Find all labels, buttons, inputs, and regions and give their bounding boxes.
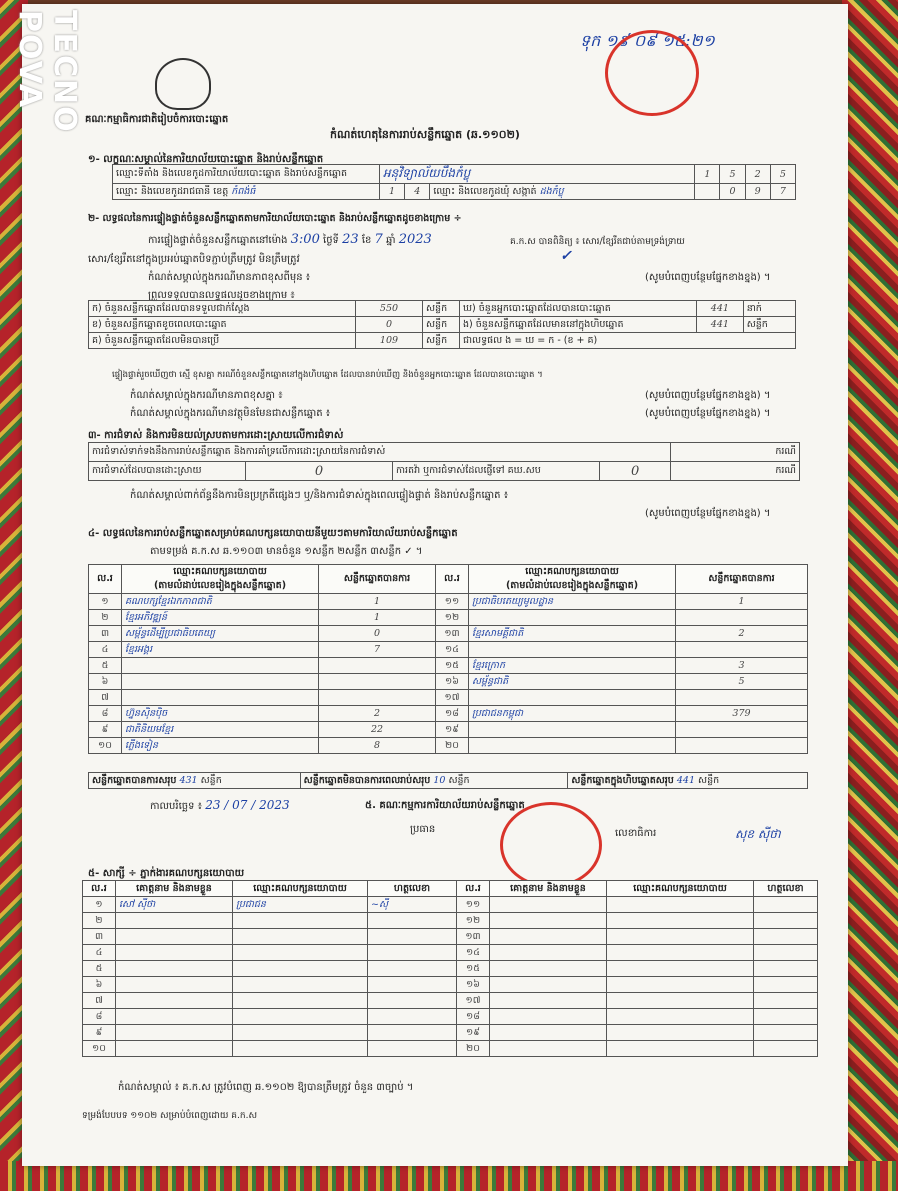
witness-name (116, 945, 233, 961)
witness-sign (754, 1025, 818, 1041)
row-b-unit: សន្លឹក (423, 317, 460, 333)
witness-sign (368, 929, 457, 945)
case-label-2: ករណី (671, 462, 800, 481)
note-label: កំណត់សម្គាល់ក្នុងករណីមានភាពខុសពីមុន ៖ (148, 272, 311, 283)
party-name: សម្ព័ន្ធដើម្បីប្រជាធិបតេយ្យ (122, 626, 319, 642)
col-no-2: ល.រ (436, 565, 469, 594)
table-row (89, 642, 808, 658)
witness-sign (754, 913, 818, 929)
section2-heading: ២- លទ្ធផលនៃការផ្ទៀងផ្ទាត់ចំនួនសន្លឹកឆ្នោតតាមការិយាល័យបោះឆ្នោត និងរាប់សន្លឹកឆ្នោតដូចខាងក្រោម ÷ (88, 213, 462, 224)
witness-no: ៩ (83, 1025, 116, 1041)
witness-name (490, 1025, 607, 1041)
party-votes: 0 (319, 626, 436, 642)
province-value: កំពង់ធំ (231, 185, 256, 197)
witness-no: ៣ (83, 929, 116, 945)
top-handwriting: ទុក ១៩ ០៩ ១៥:២១ (580, 31, 715, 50)
witness-sign (754, 1009, 818, 1025)
table-row (83, 897, 818, 913)
witness-no: ២០ (457, 1041, 490, 1057)
total-invalid-cell (300, 773, 568, 789)
total-box-unit: សន្លឹក (698, 774, 720, 786)
party-votes: 1 (676, 594, 808, 610)
forward-value: 0 (600, 462, 671, 481)
chair-label: ប្រធាន (410, 824, 436, 835)
commune-code: 7 (770, 184, 795, 200)
section4-heading: ៤- លទ្ធផលនៃការរាប់សន្លឹកឆ្នោតសម្រាប់គណបក្សនយោបាយនីមួយៗតាមការិយាល័យរាប់សន្លឹកឆ្នោត (88, 528, 458, 539)
section4-sub: តាមទម្រង់ គ.ក.ស ឆ.១១០៣ មានចំនួន ១សន្លឹក ២សន្លឹក ៣សន្លឹក ✓ ។ (150, 546, 423, 557)
date-line (150, 798, 290, 814)
table-row (89, 594, 808, 610)
top-stamp (605, 30, 699, 116)
party-name (469, 610, 676, 626)
party-name (469, 722, 676, 738)
resolved-value: 0 (246, 462, 393, 481)
witness-name (490, 977, 607, 993)
footer-note: កំណត់សម្គាល់ ៖ គ.ក.ស ត្រូវបំពេញ ឆ.១១០២ ឱ្យបានត្រឹមត្រូវ ចំនួន ៣ច្បាប់ ។ (118, 1082, 414, 1093)
witness-no: ១៧ (457, 993, 490, 1009)
col-party-label-2: ឈ្មោះគណបក្សនយោបាយ (525, 566, 619, 577)
witness-name: សៅ ស៊ីថា (116, 897, 233, 913)
party-name: ភ្លើងទៀន (122, 738, 319, 754)
witness-name (116, 961, 233, 977)
total-valid-unit: សន្លឹក (200, 774, 222, 786)
party-no: ១ (89, 594, 122, 610)
party-votes (676, 642, 808, 658)
resolved-label: ការជំទាស់ដែលបានដោះស្រាយ (89, 462, 246, 481)
table-row (89, 722, 808, 738)
witness-party (607, 961, 754, 977)
party-name: ខ្មែរក្រោក (469, 658, 676, 674)
fill-hint-2: (សូមបំពេញបន្ថែមផ្នែកខាងខ្នង) ។ (645, 390, 771, 401)
witness-name (490, 897, 607, 913)
party-name: ជាតិនិយមខ្មែរ (122, 722, 319, 738)
witness-sign (754, 961, 818, 977)
province-code: 4 (405, 184, 430, 200)
party-votes: 1 (319, 594, 436, 610)
witness-no: ៦ (83, 977, 116, 993)
witness-party (607, 993, 754, 1009)
time-value: 3:00 (290, 232, 320, 247)
party-name (122, 674, 319, 690)
witness-sign (754, 945, 818, 961)
witness-sign (368, 961, 457, 977)
party-name (469, 738, 676, 754)
section5-heading: ៥- សាក្សី ÷ ភ្នាក់ងារគណបក្សនយោបាយ (88, 868, 245, 879)
witness-party (607, 1025, 754, 1041)
table-row (83, 993, 818, 1009)
witness-party (233, 1009, 368, 1025)
witness-no: ១០ (83, 1041, 116, 1057)
witness-party (233, 993, 368, 1009)
committee-name: គណៈកម្មាធិការជាតិរៀបចំការបោះឆ្នោត (85, 114, 229, 125)
witness-party (607, 945, 754, 961)
party-no: ៤ (89, 642, 122, 658)
year-label: ឆ្នាំ (386, 235, 396, 246)
total-box-label: សន្លឹកឆ្នោតក្នុងហិបឆ្នោតសរុប (571, 774, 674, 786)
code-digit: 5 (720, 165, 745, 184)
form-note: ទម្រង់បែបបទ ១១០២ សម្រាប់បំពេញដោយ គ.ក.ស (82, 1111, 258, 1121)
witness-name (116, 929, 233, 945)
compare-text: ផ្ទៀងផ្ទាត់រួចឃើញថា ស្មើ ខុសគ្នា ករណីចំនួនសន្លឹកឆ្នោតនៅក្នុងហិបឆ្នោត ដែលបានរាប់ឃើញ និងចំនួនអ្នកបោះឆ្នោត ដែលបានបោះឆ្នោត ។ (112, 370, 543, 380)
witness-party: ប្រជាជន (233, 897, 368, 913)
date-value: 23 / 07 / 2023 (205, 798, 290, 812)
fill-hint-3: (សូមបំពេញបន្ថែមផ្នែកខាងខ្នង) ។ (645, 408, 771, 419)
party-votes: 7 (319, 642, 436, 658)
witness-name (490, 961, 607, 977)
case-label: ករណី (671, 443, 800, 462)
mark-correct: ✓ (560, 248, 572, 264)
party-votes (319, 690, 436, 706)
party-no: ១៣ (436, 626, 469, 642)
location-value: អនុវិទ្យាល័យបឹងកំប្លុ (380, 165, 695, 184)
province-label-cell (113, 184, 380, 200)
table-row (89, 610, 808, 626)
note3: កំណត់សម្គាល់ក្នុងករណីមានវត្ថុមិនមែនជាសន្លឹកឆ្នោត ៖ (130, 408, 331, 419)
code-digit: 2 (745, 165, 770, 184)
year-value: 2023 (398, 232, 432, 247)
party-votes (319, 658, 436, 674)
verify-text: ការផ្ទៀងផ្ទាត់ចំនួនសន្លឹកឆ្នោតនៅម៉ោង (148, 235, 288, 246)
count-table (88, 300, 796, 349)
witness-party (233, 1025, 368, 1041)
w-col-party-2: ឈ្មោះគណបក្សនយោបាយ (607, 881, 754, 897)
party-name: ហ្វ៊ុនស៊ិនប៉ិច (122, 706, 319, 722)
witness-party (233, 977, 368, 993)
intro-rows: ព្រួលទទួលបានលទ្ធផលដូចខាងក្រោម ៖ (148, 290, 295, 301)
row-a-value: 550 (356, 301, 423, 317)
table-row (83, 1009, 818, 1025)
location-label: ឈ្មោះទីតាំង និងលេខកូដការិយាល័យបោះឆ្នោត និងរាប់សន្លឹកឆ្នោត (113, 165, 380, 184)
era-text: គ.ក.ស បានពិនិត្យ ៖ សោរ/ខ្សែរឹតជាប់តាមទ្រង់ទ្រាយ (510, 237, 685, 247)
province-label: ឈ្មោះ និងលេខកូដរាជធានី ខេត្ត (116, 185, 229, 197)
page-title: កំណត់ហេតុនៃការរាប់សន្លឹកឆ្នោត (ឆ.១១០២) (330, 128, 520, 141)
row-c-label: គ) ចំនួនសន្លឹកឆ្នោតដែលមិនបានប្រើ (89, 333, 356, 349)
party-no: ១៨ (436, 706, 469, 722)
col-party-sub: (តាមលំដាប់លេខរៀងក្នុងសន្លឹកឆ្នោត) (153, 580, 287, 591)
national-emblem-icon (155, 58, 211, 110)
row-d-value: 441 (697, 301, 744, 317)
section3-note: កំណត់សម្គាល់ពាក់ព័ន្ធនឹងការមិនប្រក្រតីផ្សេងៗ ឬ/និងការជំទាស់ក្នុងពេលផ្ទៀងផ្ទាត់ និងរាប់សន្លឹកឆ្នោត ៖ (130, 490, 509, 501)
party-name: ប្រជាជនកម្ពុជា (469, 706, 676, 722)
witness-party (233, 1041, 368, 1057)
party-votes: 22 (319, 722, 436, 738)
witness-no: ១៤ (457, 945, 490, 961)
table-row (83, 929, 818, 945)
party-no: ២ (89, 610, 122, 626)
party-votes (676, 722, 808, 738)
party-no: ១៤ (436, 642, 469, 658)
party-votes: 2 (676, 626, 808, 642)
total-valid-value: 431 (179, 774, 198, 786)
witness-sign (754, 977, 818, 993)
note2: កំណត់សម្គាល់ក្នុងករណីមានភាពខុសគ្នា ៖ (130, 390, 283, 401)
row-d-unit: នាក់ (743, 301, 795, 317)
total-invalid-value: 10 (433, 774, 446, 786)
witness-no: ១៥ (457, 961, 490, 977)
party-name: ខ្មែរសាមគ្គីជាតិ (469, 626, 676, 642)
month-label: ខែ (361, 235, 372, 246)
forward-label: ការតវ៉ា ឬការជំទាស់ដែលផ្ញើទៅ គឃ.សប (393, 462, 600, 481)
row-a-unit: សន្លឹក (423, 301, 460, 317)
witness-sign (754, 929, 818, 945)
witness-party (233, 945, 368, 961)
party-no: ៣ (89, 626, 122, 642)
party-no: ៩ (89, 722, 122, 738)
totals-table (88, 772, 808, 789)
witness-sign (754, 1041, 818, 1057)
col-votes: សន្លឹកឆ្នោតបានការ (319, 565, 436, 594)
witness-name (116, 1009, 233, 1025)
witness-party (233, 929, 368, 945)
witness-name (116, 1041, 233, 1057)
row-e-value: 441 (697, 317, 744, 333)
commune-cell (430, 184, 695, 200)
day-label: ថ្ងៃទី (323, 235, 339, 246)
row-b-value: 0 (356, 317, 423, 333)
witness-sign (368, 993, 457, 1009)
party-name: ខ្មែរអភិវឌ្ឍន៍ (122, 610, 319, 626)
party-name: គណបក្សខ្មែរឯកភាពជាតិ (122, 594, 319, 610)
secretary-label: លេខាធិការ (615, 828, 657, 839)
table-row (89, 690, 808, 706)
party-votes: 1 (319, 610, 436, 626)
witness-sign (754, 993, 818, 1009)
party-votes (676, 610, 808, 626)
total-box-value: 441 (676, 774, 695, 786)
section1-heading: ១- លក្ខណៈសម្គាល់នៃការិយាល័យបោះឆ្នោត និងរាប់សន្លឹកឆ្នោត (88, 154, 324, 165)
party-no: ២០ (436, 738, 469, 754)
col-party-label: ឈ្មោះគណបក្សនយោបាយ (173, 566, 267, 577)
table-row (89, 674, 808, 690)
witness-party (233, 913, 368, 929)
table-row (83, 977, 818, 993)
commune-label: ឈ្មោះ និងលេខកូដឃុំ សង្កាត់ (433, 185, 537, 197)
total-invalid-label: សន្លឹកឆ្នោតមិនបានការពេលរាប់សរុប (303, 774, 431, 786)
mat-right (842, 0, 898, 1191)
table-row (83, 961, 818, 977)
col-party (122, 565, 319, 594)
witness-name (490, 1041, 607, 1057)
table-row (83, 1041, 818, 1057)
w-col-name: គោត្តនាម និងនាមខ្លួន (116, 881, 233, 897)
witness-sign: ~ស៊ី (368, 897, 457, 913)
witness-name (116, 1025, 233, 1041)
party-name (469, 690, 676, 706)
witness-sign (368, 1025, 457, 1041)
witness-name (490, 993, 607, 1009)
row-e-unit: សន្លឹក (743, 317, 795, 333)
party-no: ១២ (436, 610, 469, 626)
w-col-no: ល.រ (83, 881, 116, 897)
witness-name (490, 913, 607, 929)
total-valid-cell (89, 773, 301, 789)
col-party-2 (469, 565, 676, 594)
official-stamp (500, 802, 602, 888)
col-party-sub-2: (តាមលំដាប់លេខរៀងក្នុងសន្លឹកឆ្នោត) (505, 580, 639, 591)
witness-party (607, 913, 754, 929)
col-votes-2: សន្លឹកឆ្នោតបានការ (676, 565, 808, 594)
date-label: កាលបរិច្ឆេទ ៖ (150, 801, 203, 812)
witness-no: ១៦ (457, 977, 490, 993)
month-value: 7 (374, 232, 383, 247)
party-name: សម្ព័ន្ធជាតិ (469, 674, 676, 690)
witness-sign (368, 913, 457, 929)
witness-no: ១២ (457, 913, 490, 929)
witness-sign (754, 897, 818, 913)
total-valid-label: សន្លឹកឆ្នោតបានការសរុប (92, 774, 177, 786)
party-no: ១០ (89, 738, 122, 754)
commune-value: ដងកំប្លុ (539, 185, 564, 197)
party-no: ១៩ (436, 722, 469, 738)
party-votes: 379 (676, 706, 808, 722)
code-digit: 1 (695, 165, 720, 184)
witness-no: ១៩ (457, 1025, 490, 1041)
day-value: 23 (342, 232, 359, 247)
witness-name (116, 993, 233, 1009)
party-name (469, 642, 676, 658)
party-no: ៧ (89, 690, 122, 706)
witness-no: ៤ (83, 945, 116, 961)
witness-name (490, 945, 607, 961)
party-no: ១៥ (436, 658, 469, 674)
witness-sign (368, 1041, 457, 1057)
witness-no: ៨ (83, 1009, 116, 1025)
witness-no: ២ (83, 913, 116, 929)
party-votes (676, 690, 808, 706)
party-no: ១៧ (436, 690, 469, 706)
row-c-unit: សន្លឹក (423, 333, 460, 349)
code-digit: 5 (770, 165, 795, 184)
w-col-no-2: ល.រ (457, 881, 490, 897)
w-col-sign: ហត្ថលេខា (368, 881, 457, 897)
witness-name (116, 913, 233, 929)
witness-sign (368, 1009, 457, 1025)
party-no: ៥ (89, 658, 122, 674)
w-col-party: ឈ្មោះគណបក្សនយោបាយ (233, 881, 368, 897)
spacer-cell (695, 184, 720, 200)
secretary-sign: សុខ ស៊ីថា (735, 827, 781, 841)
party-name (122, 690, 319, 706)
witness-table (82, 880, 818, 1057)
witness-no: ៥ (83, 961, 116, 977)
party-votes: 2 (319, 706, 436, 722)
witness-name (490, 1009, 607, 1025)
verify-line (148, 232, 432, 248)
party-name (122, 658, 319, 674)
party-votes (319, 674, 436, 690)
row-d-label: ឃ) ចំនួនអ្នកបោះឆ្នោតដែលបានបោះឆ្នោត (460, 301, 697, 317)
table-row (89, 626, 808, 642)
party-name: ខ្មែរអង្គរ (122, 642, 319, 658)
party-votes (676, 738, 808, 754)
witness-party (607, 897, 754, 913)
party-no: ៦ (89, 674, 122, 690)
witness-party (233, 961, 368, 977)
section3-fill-hint: (សូមបំពេញបន្ថែមផ្នែកខាងខ្នង) ។ (645, 508, 771, 519)
w-col-sign-2: ហត្ថលេខា (754, 881, 818, 897)
party-results-table (88, 564, 808, 754)
witness-no: ១១ (457, 897, 490, 913)
row-b-label: ខ) ចំនួនសន្លឹកឆ្នោតខូចពេលបោះឆ្នោត (89, 317, 356, 333)
party-name: ប្រជាធិបតេយ្យមូលដ្ឋាន (469, 594, 676, 610)
w-col-name-2: គោត្តនាម និងនាមខ្លួន (490, 881, 607, 897)
section1-table (112, 164, 796, 200)
table-row (89, 706, 808, 722)
witness-sign (368, 977, 457, 993)
row-a-label: ក) ចំនួនសន្លឹកឆ្នោតដែលបានទទួលជាក់ស្តែង (89, 301, 356, 317)
col-no: ល.រ (89, 565, 122, 594)
formula: ជាលទ្ធផល ង = ឃ = ក - (ខ + គ) (460, 333, 796, 349)
party-no: ៨ (89, 706, 122, 722)
commune-code: 9 (745, 184, 770, 200)
table-row (83, 1025, 818, 1041)
witness-name (490, 929, 607, 945)
party-no: ១១ (436, 594, 469, 610)
committee-label: ៥. គណៈកម្មការការិយាល័យរាប់សន្លឹកឆ្នោត (365, 800, 525, 811)
witness-party (607, 1009, 754, 1025)
fill-hint: (សូមបំពេញបន្ថែមផ្នែកខាងខ្នង) ។ (645, 272, 771, 283)
watermark: TECNO POVA (12, 10, 82, 134)
witness-sign (368, 945, 457, 961)
province-code: 1 (380, 184, 405, 200)
row-e-label: ង) ចំនួនសន្លឹកឆ្នោតដែលមាននៅក្នុងហិបឆ្នោត (460, 317, 697, 333)
party-votes: 3 (676, 658, 808, 674)
table-row (89, 658, 808, 674)
witness-no: ១៣ (457, 929, 490, 945)
table-row (89, 738, 808, 754)
party-votes: 5 (676, 674, 808, 690)
seal-line: សោរ/ខ្សែរឹតនៅក្នុងប្រអប់ឆ្នោតបិទភ្ជាប់ត្រឹមត្រូវ មិនត្រឹមត្រូវ (88, 254, 300, 265)
complaint-label: ការជំទាស់ទាក់ទងនឹងការរាប់សន្លឹកឆ្នោត និងការគាំទ្រលើការដោះស្រាយនៃការជំទាស់ (89, 443, 671, 462)
row-c-value: 109 (356, 333, 423, 349)
total-box-cell (568, 773, 808, 789)
table-row (83, 945, 818, 961)
table-row (83, 913, 818, 929)
witness-party (607, 1041, 754, 1057)
complaint-table (88, 442, 800, 481)
section3-heading: ៣- ការជំទាស់ និងការមិនយល់ស្របតាមការដោះស្រាយលើការជំទាស់ (88, 430, 344, 441)
witness-no: ១៨ (457, 1009, 490, 1025)
witness-name (116, 977, 233, 993)
witness-no: ១ (83, 897, 116, 913)
witness-party (607, 929, 754, 945)
party-votes: 8 (319, 738, 436, 754)
commune-code: 0 (720, 184, 745, 200)
witness-no: ៧ (83, 993, 116, 1009)
total-invalid-unit: សន្លឹក (448, 774, 470, 786)
witness-party (607, 977, 754, 993)
party-no: ១៦ (436, 674, 469, 690)
